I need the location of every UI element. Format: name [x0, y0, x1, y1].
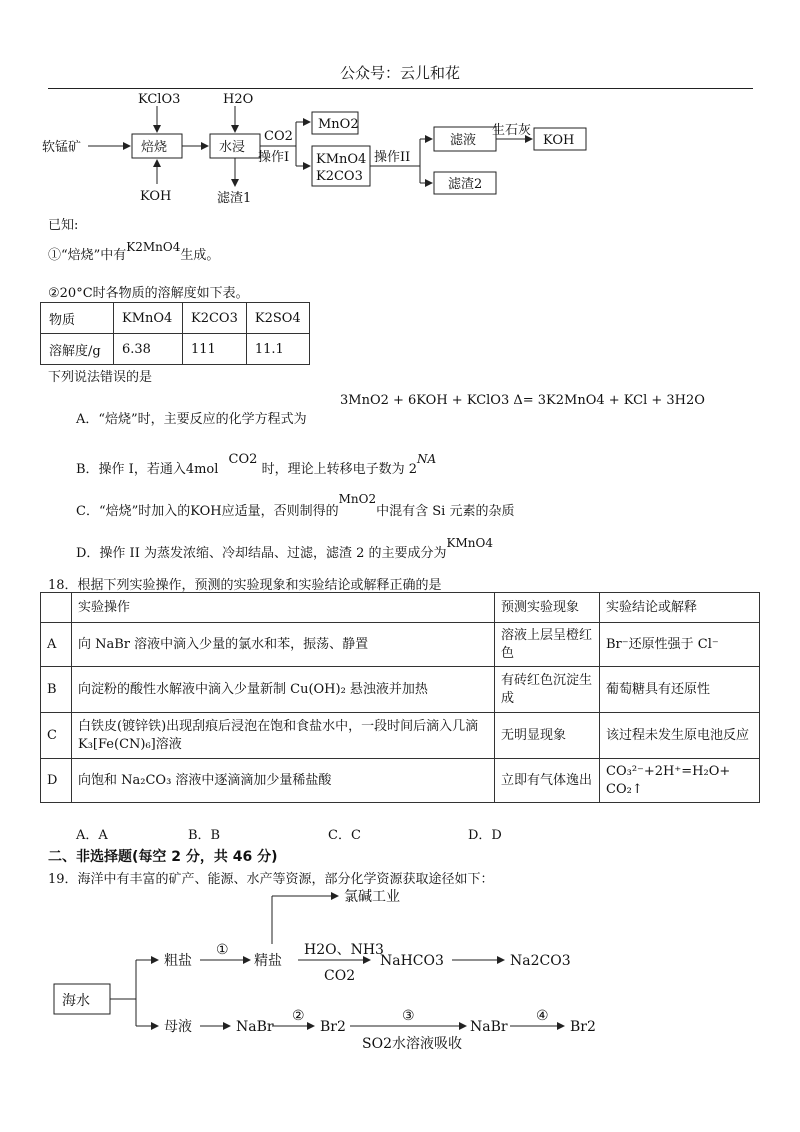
experiment-table	[40, 592, 760, 803]
header-divider	[48, 88, 753, 89]
nabr2-label: NaBr	[470, 1019, 508, 1035]
step1-label: ①	[216, 942, 229, 958]
op1-label: 操作I	[258, 150, 290, 165]
q17-d-pre: D．操作 II 为蒸发浓缩、冷却结晶、过滤，滤渣 2 的主要成分为	[76, 546, 447, 561]
section2-title: 二、非选择题(每空 2 分，共 46 分)	[48, 849, 278, 865]
residue1-label: 滤渣1	[217, 191, 252, 206]
table-cell: 实验操作	[72, 593, 495, 623]
table-cell: K2CO3	[183, 303, 247, 334]
q17-c-post: 中混有含 Si 元素的杂质	[376, 504, 515, 519]
known-item1-post: 生成。	[180, 248, 220, 263]
table-cell: 实验结论或解释	[600, 593, 760, 623]
step2-label: ②	[292, 1008, 305, 1024]
q17-option-b	[76, 452, 437, 477]
known-item2: ②20°C时各物质的溶解度如下表。	[48, 286, 249, 301]
step4-label: ④	[536, 1008, 549, 1024]
table-row	[41, 623, 760, 667]
table-cell: 白铁皮(镀锌铁)出现刮痕后浸泡在饱和食盐水中，一段时间后滴入几滴 K₃[Fe(CN)₆]溶液	[72, 713, 495, 759]
table-cell: CO₃²⁻+2H⁺=H₂O+ CO₂↑	[600, 759, 760, 803]
k2mno4-formula: K2MnO4	[126, 240, 181, 254]
h2o-label: H2O	[223, 92, 254, 107]
table-cell: Br⁻还原性强于 Cl⁻	[600, 623, 760, 667]
solubility-table	[40, 302, 310, 365]
known-item1	[48, 240, 220, 263]
q18-choice-a: A．A	[76, 828, 108, 843]
table-cell: 111	[183, 334, 247, 365]
refined-salt-label: 精盐	[254, 953, 282, 969]
table-cell: A	[41, 623, 72, 667]
seawater-label: 海水	[62, 993, 90, 1009]
table-cell: 溶解度/g	[41, 334, 114, 365]
table-cell: 溶液上层呈橙红色	[495, 623, 600, 667]
op2-label: 操作II	[374, 150, 411, 165]
table-cell: 11.1	[246, 334, 309, 365]
nabr1-label: NaBr	[236, 1019, 274, 1035]
table-row	[41, 303, 310, 334]
q18-choice-c: C．C	[328, 828, 361, 843]
table-cell: D	[41, 759, 72, 803]
table-cell: 6.38	[114, 334, 183, 365]
flowchart-kmno4	[40, 90, 600, 210]
q17-c-mno2: MnO2	[338, 492, 377, 506]
q17-c-pre: C．“焙烧”时加入的KOH应适量，否则制得的	[76, 504, 339, 519]
leach-label: 水浸	[219, 140, 246, 155]
mother-liquor-label: 母液	[164, 1019, 192, 1035]
na2co3-label: Na2CO3	[510, 953, 571, 969]
table-cell: C	[41, 713, 72, 759]
table-cell: KMnO4	[114, 303, 183, 334]
q17-b-na: NA	[416, 452, 437, 466]
kmno4-label: KMnO4	[316, 152, 367, 167]
q17-option-d	[76, 536, 493, 561]
known-item1-pre: ①“焙烧”中有	[48, 248, 127, 263]
reagents-bottom-label: CO2	[324, 968, 356, 984]
table-cell: 预测实验现象	[495, 593, 600, 623]
br2-2-label: Br2	[570, 1019, 596, 1035]
table-cell: 立即有气体逸出	[495, 759, 600, 803]
table-cell: B	[41, 667, 72, 713]
q17-d-kmno4: KMnO4	[446, 536, 493, 550]
q18-stem: 18．根据下列实验操作，预测的实验现象和实验结论或解释正确的是	[48, 578, 442, 593]
step3-label: ③	[402, 1008, 415, 1024]
table-row	[41, 593, 760, 623]
chlor-alkali-label: 氯碱工业	[344, 889, 400, 905]
roast-label: 焙烧	[141, 140, 168, 155]
feed-label: 软锰矿	[42, 140, 82, 155]
so2-absorb-label: SO2水溶液吸收	[362, 1036, 462, 1052]
known-intro: 已知:	[48, 218, 79, 233]
page-header: 公众号：云儿和花	[339, 64, 460, 82]
co2-label: CO2	[264, 129, 293, 144]
table-cell: 向 NaBr 溶液中滴入少量的氯水和苯，振荡、静置	[72, 623, 495, 667]
lime-label: 生石灰	[492, 123, 532, 138]
flowchart-seawater	[40, 884, 620, 1064]
table-cell	[41, 593, 72, 623]
mno2-label: MnO2	[318, 117, 359, 132]
table-row	[41, 713, 760, 759]
q17-b-mid: 时，理论上转移电子数为 2	[261, 462, 417, 477]
q19-stem: 19．海洋中有丰富的矿产、能源、水产等资源，部分化学资源获取途径如下：	[48, 872, 494, 887]
table-cell: K2SO4	[246, 303, 309, 334]
table-cell: 向饱和 Na₂CO₃ 溶液中逐滴滴加少量稀盐酸	[72, 759, 495, 803]
q17-option-c	[76, 492, 515, 519]
q17-equation: 3MnO2 + 6KOH + KClO3 Δ= 3K2MnO4 + KCl + 3H2O	[340, 393, 705, 408]
nahco3-label: NaHCO3	[380, 953, 444, 969]
reagents-top-label: H2O、NH3	[304, 942, 384, 958]
koh-in-label: KOH	[140, 189, 172, 204]
q17-b-pre: B．操作 I，若通入4mol	[76, 462, 219, 477]
table-cell: 物质	[41, 303, 114, 334]
filtrate-label: 滤液	[450, 133, 477, 148]
table-cell: 葡萄糖具有还原性	[600, 667, 760, 713]
q17-b-co2: CO2	[228, 452, 258, 467]
koh-out-label: KOH	[543, 133, 575, 148]
q17-option-a: A．“焙烧”时，主要反应的化学方程式为	[76, 412, 307, 427]
q17-stem: 下列说法错误的是	[48, 370, 153, 385]
crude-salt-label: 粗盐	[164, 953, 192, 969]
table-cell: 该过程未发生原电池反应	[600, 713, 760, 759]
q18-choice-d: D．D	[468, 828, 502, 843]
table-row	[41, 759, 760, 803]
table-cell: 向淀粉的酸性水解液中滴入少量新制 Cu(OH)₂ 悬浊液并加热	[72, 667, 495, 713]
q18-choice-b: B．B	[188, 828, 221, 843]
kclo3-label: KClO3	[138, 92, 181, 107]
k2co3-label: K2CO3	[316, 169, 363, 184]
table-row	[41, 334, 310, 365]
table-cell: 无明显现象	[495, 713, 600, 759]
br2-1-label: Br2	[320, 1019, 346, 1035]
table-row	[41, 667, 760, 713]
table-cell: 有砖红色沉淀生成	[495, 667, 600, 713]
residue2-label: 滤渣2	[448, 177, 483, 192]
